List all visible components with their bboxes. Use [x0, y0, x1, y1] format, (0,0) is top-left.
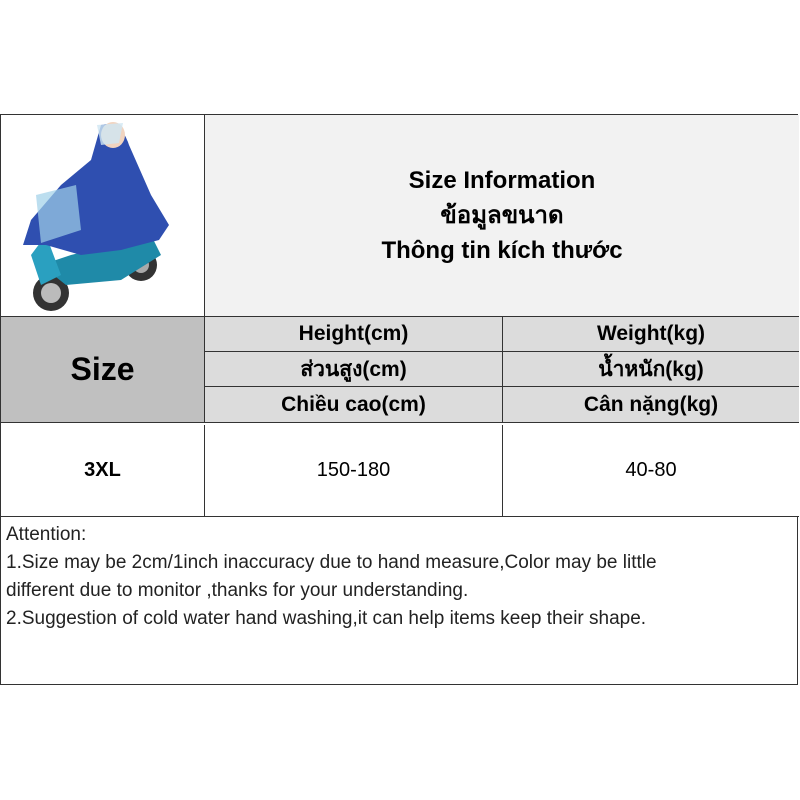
- raincoat-scooter-image: [1, 115, 204, 316]
- notes-line-2: 2.Suggestion of cold water hand washing,it can help items keep their shape.: [6, 608, 647, 629]
- notes-line-1a: 1.Size may be 2cm/1inch inaccuracy due to hand measure,Color may be little: [6, 552, 657, 573]
- product-photo: [1, 115, 205, 317]
- row-height-value: 150-180: [205, 425, 503, 517]
- notes-heading: Attention:: [6, 524, 87, 545]
- size-column-header: Size: [1, 317, 205, 423]
- attention-notes: [1, 517, 799, 685]
- weight-header-en: Weight(kg): [503, 317, 799, 352]
- height-header-th: ส่วนสูง(cm): [205, 352, 503, 387]
- size-information-title: [205, 115, 799, 317]
- notes-line-1b: different due to monitor ,thanks for your understanding.: [6, 580, 469, 601]
- weight-header-th: น้ำหนัก(kg): [503, 352, 799, 387]
- row-size-value: 3XL: [1, 425, 205, 517]
- weight-header-vi: Cân nặng(kg): [503, 387, 799, 423]
- title-thai: ข้อมูลขนาด: [440, 202, 564, 229]
- height-header-en: Height(cm): [205, 317, 503, 352]
- title-vietnamese: Thông tin kích thước: [381, 237, 623, 264]
- row-weight-value: 40-80: [503, 425, 799, 517]
- height-header-vi: Chiều cao(cm): [205, 387, 503, 423]
- title-english: Size Information: [408, 167, 596, 194]
- size-chart: [0, 114, 798, 685]
